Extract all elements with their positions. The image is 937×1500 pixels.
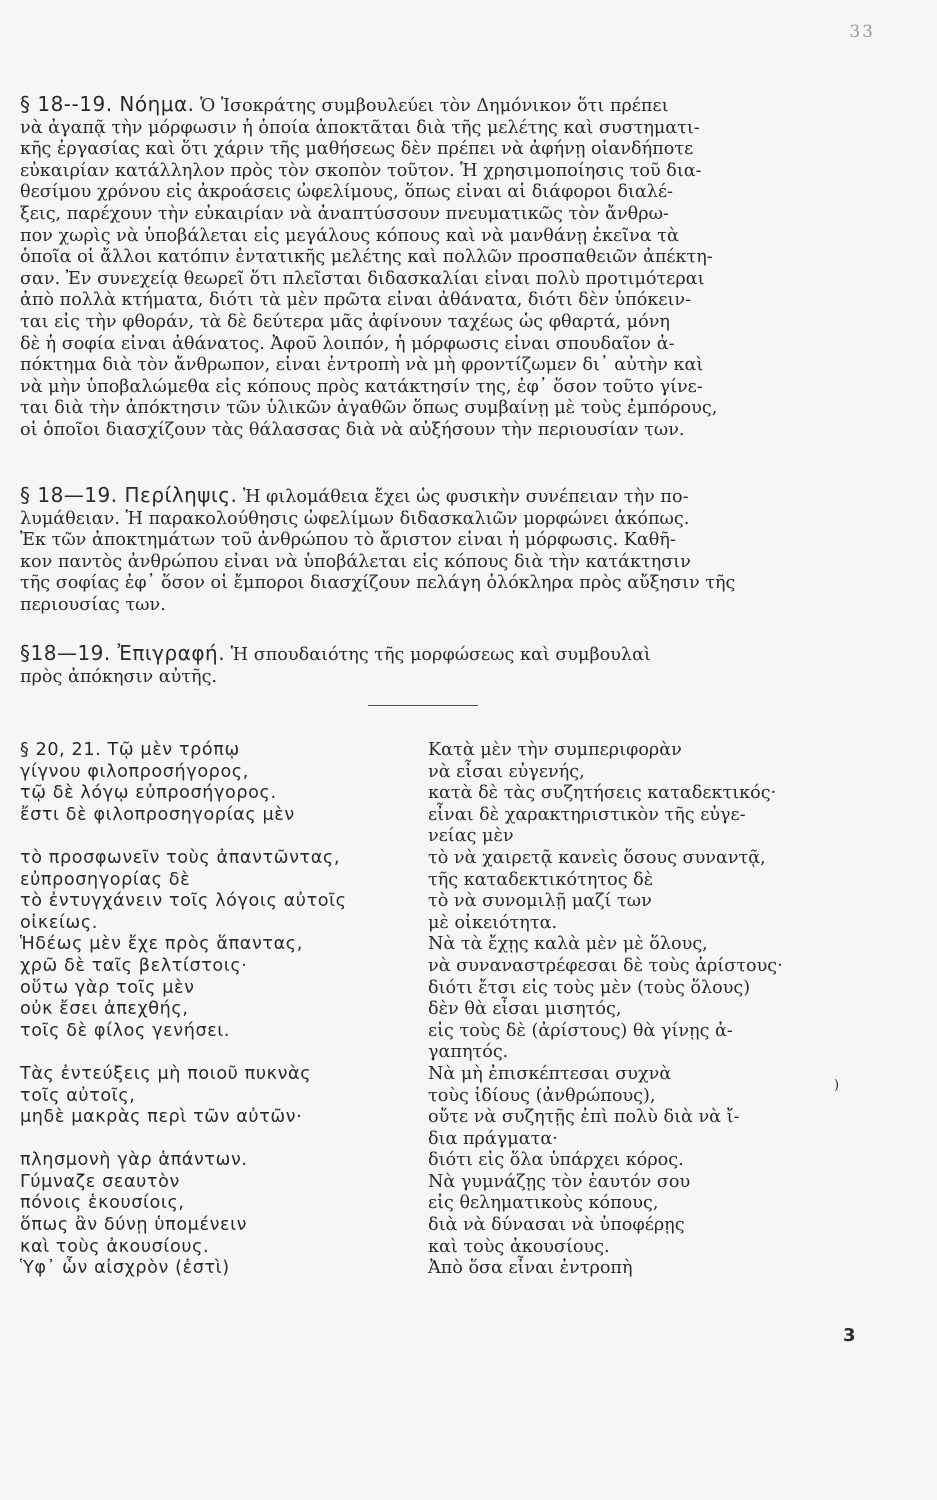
translation-line: διότι εἰς ὅλα ὑπάρχει κόρος. — [428, 1150, 684, 1171]
ancient-line: § 20, 21. Τῷ μὲν τρόπῳ — [20, 740, 240, 760]
translation-line: τοὺς ἰδίους (ἀνθρώπους), — [428, 1085, 656, 1106]
margin-paren: ) — [834, 1078, 840, 1093]
noima-heading: § 18--19. Νόημα. — [20, 94, 195, 116]
ancient-line: ὅπως ἂν δύνῃ ὑπομένειν — [20, 1215, 248, 1236]
translation-line: νείας μὲν — [428, 826, 514, 847]
ancient-line — [20, 826, 415, 848]
translation-column — [428, 740, 868, 1280]
translation-line: τὸ νὰ συνομιλῇ μαζί των — [428, 891, 652, 912]
ancient-line: χρῶ δὲ ταῖς βελτίστοις· — [20, 955, 248, 976]
noima-line: νὰ ἀγαπᾷ τὴν μόρφωσιν ἡ ὁποία ἀποκτᾶται διὰ τῆς μελέτης καὶ συστηματι- — [20, 117, 700, 138]
noima-line: κῆς ἐργασίας καὶ ὅτι χάριν τῆς μαθήσεως δὲν πρέπει νὰ ἀφήνῃ οἱανδήποτε — [20, 139, 694, 160]
ancient-line: πόνοις ἑκουσίοις, — [20, 1193, 185, 1214]
ancient-line — [20, 1129, 415, 1151]
ancient-line: οἰκείως. — [20, 912, 99, 933]
ancient-line: τῷ δὲ λόγῳ εὐπροσήγορος. — [20, 783, 277, 804]
ancient-line: μηδὲ μακρὰς περὶ τῶν αὐτῶν· — [20, 1107, 303, 1128]
epigrafi-heading: §18—19. Ἐπιγραφή. — [20, 643, 226, 665]
ancient-line: καὶ τοὺς ἀκουσίους. — [20, 1236, 210, 1257]
translation-line: Νὰ μὴ ἐπισκέπτεσαι συχνὰ — [428, 1063, 672, 1084]
ancient-line: τὸ ἐντυγχάνειν τοῖς λόγοις αὐτοῖς — [20, 891, 347, 912]
translation-line: νὰ συναναστρέφεσαι δὲ τοὺς ἀρίστους· — [428, 955, 783, 976]
perilipsis-heading: § 18—19. Περίληψις. — [20, 485, 238, 507]
translation-line: διὰ νὰ δύνασαι νὰ ὑποφέρῃς — [428, 1215, 685, 1236]
translation-line: εἰς τοὺς δὲ (ἀρίστους) θὰ γίνῃς ἀ- — [428, 1020, 733, 1041]
translation-line: δὲν θὰ εἶσαι μισητός, — [428, 999, 622, 1020]
noima-line: δὲ ἡ σοφία εἶναι ἀθάνατος. Ἀφοῦ λοιπόν, ἡ μόρφωσις εἶναι σπουδαῖον ἀ- — [20, 333, 675, 354]
ancient-line: πλησμονὴ γὰρ ἁπάντων. — [20, 1150, 248, 1171]
perilipsis-line: τῆς σοφίας ἐφ᾽ ὅσον οἱ ἔμποροι διασχίζουν πελάγη ὁλόκληρα πρὸς αὔξησιν τῆς — [20, 573, 736, 594]
ancient-line: Ἡδέως μὲν ἔχε πρὸς ἅπαντας, — [20, 934, 303, 955]
noima-line: πόκτημα διὰ τὸν ἄνθρωπον, εἶναι ἐντροπὴ νὰ μὴ φροντίζωμεν δι᾽ αὐτὴν καὶ — [20, 355, 704, 376]
noima-line: ξεις, παρέχουν τὴν εὐκαιρίαν νὰ ἀναπτύσσουν πνευματικῶς τὸν ἄνθρω- — [20, 203, 669, 224]
ancient-line: εὐπροσηγορίας δὲ — [20, 869, 191, 890]
translation-line: τὸ νὰ χαιρετᾷ κανεὶς ὅσους συναντᾷ, — [428, 847, 766, 868]
translation-line: εἶναι δὲ χαρακτηριστικὸν τῆς εὐγε- — [428, 804, 746, 825]
perilipsis-line: κον παντὸς ἀνθρώπου εἶναι νὰ ὑποβάλεται εἰς κόπους διὰ τὴν κατάκτησιν — [20, 551, 691, 572]
epigrafi-first-line: §18—19. Ἐπιγραφή. Ἡ σπουδαιότης τῆς μορφώσεως καὶ συμβουλαὶ — [20, 643, 651, 665]
translation-line: Κατὰ μὲν τὴν συμπεριφορὰν — [428, 740, 682, 760]
ancient-line: οὐκ ἔσει ἀπεχθής, — [20, 999, 189, 1020]
translation-line: διότι ἔτσι εἰς τοὺς μὲν (τοὺς ὅλους) — [428, 977, 751, 998]
translation-line: νὰ εἶσαι εὐγενής, — [428, 761, 585, 782]
translation-line: καὶ τοὺς ἀκουσίους. — [428, 1236, 610, 1257]
section-divider — [368, 705, 478, 706]
ancient-line: τοῖς αὐτοῖς, — [20, 1085, 136, 1106]
ancient-line: οὕτω γὰρ τοῖς μὲν — [20, 977, 195, 998]
perilipsis-line: περιουσίας των. — [20, 594, 166, 615]
ancient-line: Γύμναζε σεαυτὸν — [20, 1171, 180, 1192]
section-perilipsis — [20, 485, 855, 617]
noima-line: σαν. Ἐν συνεχείᾳ θεωρεῖ ὅτι πλεῖσται διδασκαλίαι εἶναι πολὺ προτιμότεραι — [20, 268, 705, 289]
noima-line: θεσίμου χρόνου εἰς ἀκροάσεις ὠφελίμους, ὅπως εἶναι αἱ διάφοροι διαλέ- — [20, 182, 674, 203]
noima-line: πον χωρὶς νὰ ὑποβάλεται εἰς μεγάλους κόπους καὶ νὰ μανθάνῃ ἐκεῖνα τὰ — [20, 225, 679, 246]
ancient-line: Τὰς ἐντεύξεις μὴ ποιοῦ πυκνὰς — [20, 1063, 312, 1084]
page-number: 33 — [849, 22, 875, 42]
translation-line: μὲ οἰκειότητα. — [428, 912, 558, 933]
signature-mark: 3 — [843, 1325, 856, 1346]
ancient-line: τὸ προσφωνεῖν τοὺς ἀπαντῶντας, — [20, 847, 341, 868]
noima-first-line: § 18--19. Νόημα. Ὁ Ἰσοκράτης συμβουλεύει τὸν Δημόνικον ὅτι πρέπει — [20, 94, 669, 116]
noima-line: ὁποῖα οἱ ἄλλοι κατόπιν ἐντατικῆς μελέτης καὶ πολλῶν προσπαθειῶν ἀπέκτη- — [20, 247, 713, 268]
perilipsis-line: λυμάθειαν. Ἡ παρακολούθησις ὠφελίμων διδασκαλιῶν μορφώνει ἀκόπως. — [20, 508, 690, 529]
translation-line: κατὰ δὲ τὰς συζητήσεις καταδεκτικός· — [428, 783, 777, 804]
translation-line: γαπητός. — [428, 1042, 509, 1063]
noima-line: ται εἰς τὴν φθοράν, τὰ δὲ δεύτερα μᾶς ἀφίνουν ταχέως ὡς φθαρτά, μόνη — [20, 311, 670, 332]
noima-line: νὰ μὴν ὑποβαλώμεθα εἰς κόπους πρὸς κατάκτησίν της, ἐφ᾽ ὅσον τοῦτο γίνε- — [20, 376, 703, 397]
translation-line: τῆς καταδεκτικότητος δὲ — [428, 869, 654, 890]
ancient-text-column — [20, 740, 415, 1280]
perilipsis-first-line: § 18—19. Περίληψις. Ἡ φιλομάθεια ἔχει ὡς φυσικὴν συνέπειαν τὴν πο- — [20, 485, 689, 507]
ancient-line: ἔστι δὲ φιλοπροσηγορίας μὲν — [20, 804, 295, 825]
perilipsis-line: Ἐκ τῶν ἀποκτημάτων τοῦ ἀνθρώπου τὸ ἄριστον εἶναι ἡ μόρφωσις. Καθῆ- — [20, 530, 676, 551]
translation-line: Ἀπὸ ὅσα εἶναι ἐντροπὴ — [428, 1258, 633, 1279]
noima-line: ται διὰ τὴν ἀπόκτησιν τῶν ὑλικῶν ἀγαθῶν ὅπως συμβαίνῃ μὲ τοὺς ἐμπόρους, — [20, 398, 718, 419]
noima-line: ἀπὸ πολλὰ κτήματα, διότι τὰ μὲν πρῶτα εἶναι ἀθάνατα, διότι δὲν ὑπόκειν- — [20, 290, 692, 311]
ancient-line: Ὑφ᾽ ὧν αἰσχρὸν (ἐστὶ) — [20, 1258, 230, 1279]
translation-line: οὔτε νὰ συζητῇς ἐπὶ πολὺ διὰ νὰ ἴ- — [428, 1107, 740, 1128]
noima-line: οἱ ὁποῖοι διασχίζουν τὰς θάλασσας διὰ νὰ αὐξήσουν τὴν περιουσίαν των. — [20, 419, 685, 440]
translation-line: Νὰ τὰ ἔχῃς καλὰ μὲν μὲ ὅλους, — [428, 934, 708, 955]
translation-line: Νὰ γυμνάζῃς τὸν ἑαυτόν σου — [428, 1171, 691, 1192]
noima-line: εὐκαιρίαν κατάλληλον πρὸς τὸν σκοπὸν τοῦτον. Ἡ χρησιμοποίησις τοῦ δια- — [20, 160, 702, 181]
ancient-line: γίγνου φιλοπροσήγορος, — [20, 761, 249, 782]
ancient-line: τοῖς δὲ φίλος γενήσει. — [20, 1020, 231, 1041]
ancient-line — [20, 1042, 415, 1064]
section-noima — [20, 94, 855, 442]
section-epigrafi — [20, 643, 855, 688]
translation-line: εἰς θεληματικοὺς κόπους, — [428, 1193, 659, 1214]
translation-line: δια πράγματα· — [428, 1128, 558, 1149]
epigrafi-line: πρὸς ἀπόκησιν αὐτῆς. — [20, 666, 218, 687]
